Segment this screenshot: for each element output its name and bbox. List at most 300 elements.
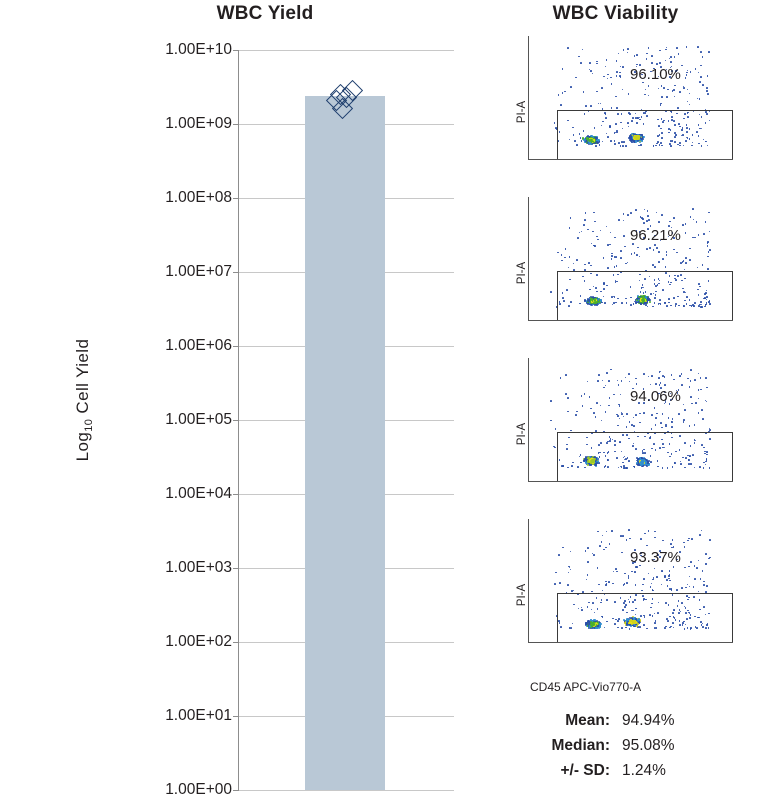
scatter-event xyxy=(700,65,702,67)
y-axis-label-pi-a: PI-A xyxy=(516,261,528,285)
scatter-event xyxy=(676,252,678,254)
scatter-event xyxy=(698,591,700,593)
scatter-event xyxy=(603,76,605,78)
scatter-event xyxy=(674,96,676,98)
scatter-event xyxy=(606,372,608,374)
flow-plot-3 xyxy=(500,358,748,510)
flow-x-tick-mark xyxy=(600,481,601,482)
y-axis-tick xyxy=(233,494,239,495)
scatter-event xyxy=(594,221,596,223)
scatter-event xyxy=(559,582,561,584)
scatter-event xyxy=(684,269,686,271)
scatter-event xyxy=(650,384,652,386)
scatter-event xyxy=(700,578,702,580)
y-axis-label-pi-a: PI-A xyxy=(516,100,528,124)
scatter-event xyxy=(705,553,707,555)
scatter-event xyxy=(689,425,691,427)
scatter-event xyxy=(680,262,682,264)
flow-y-tick-mark xyxy=(528,204,529,205)
y-axis-tick xyxy=(233,346,239,347)
scatter-event xyxy=(605,66,607,68)
y-axis-tick-label: 1.00E+02 xyxy=(165,633,232,650)
flow-x-tick-mark xyxy=(553,481,554,482)
scatter-event xyxy=(588,262,590,264)
scatter-event xyxy=(694,565,696,567)
scatter-event xyxy=(644,533,646,535)
scatter-event xyxy=(648,85,650,87)
scatter-event xyxy=(587,561,589,563)
flow-y-tick-mark xyxy=(528,365,529,366)
scatter-event xyxy=(686,72,688,74)
scatter-event xyxy=(707,245,709,247)
y-axis-tick xyxy=(233,716,239,717)
scatter-event xyxy=(595,416,597,418)
scatter-event xyxy=(621,552,623,554)
scatter-event xyxy=(685,223,687,225)
scatter-event xyxy=(601,420,603,422)
scatter-event xyxy=(687,378,689,380)
scatter-event xyxy=(648,219,650,221)
scatter-event xyxy=(626,426,628,428)
scatter-event xyxy=(701,409,703,411)
flow-x-tick-mark xyxy=(720,642,721,643)
flow-y-tick-mark xyxy=(528,43,529,44)
scatter-event xyxy=(654,266,656,268)
scatter-event xyxy=(646,248,648,250)
scatter-event xyxy=(619,405,621,407)
scatter-event xyxy=(602,535,604,537)
scatter-event xyxy=(703,581,705,583)
scatter-event xyxy=(678,53,680,55)
scatter-event xyxy=(671,547,673,549)
scatter-event xyxy=(666,251,668,253)
scatter-event xyxy=(620,394,622,396)
scatter-event xyxy=(706,90,708,92)
flow-y-tick-mark xyxy=(528,526,529,527)
scatter-event xyxy=(706,387,708,389)
scatter-event xyxy=(656,576,658,578)
scatter-event xyxy=(636,64,638,66)
scatter-event xyxy=(562,92,564,94)
scatter-event xyxy=(601,87,603,89)
scatter-event xyxy=(557,252,559,254)
scatter-event xyxy=(583,91,585,93)
scatter-event xyxy=(578,56,580,58)
scatter-plot-area xyxy=(528,36,733,160)
gate-rectangle[interactable] xyxy=(557,271,733,321)
flow-y-tick-mark xyxy=(528,153,529,154)
scatter-event xyxy=(624,573,626,575)
flow-x-tick-mark xyxy=(657,481,658,482)
scatter-event xyxy=(689,104,691,106)
y-axis-tick xyxy=(233,124,239,125)
y-axis-tick-label: 1.00E+06 xyxy=(165,337,232,354)
scatter-event xyxy=(554,122,556,124)
flow-y-tick-mark xyxy=(528,304,529,305)
scatter-event xyxy=(598,374,600,376)
scatter-event xyxy=(589,396,591,398)
scatter-event xyxy=(631,424,633,426)
scatter-event xyxy=(603,387,605,389)
gridline xyxy=(239,790,454,791)
scatter-event xyxy=(685,587,687,589)
scatter-event xyxy=(666,254,668,256)
scatter-event xyxy=(591,591,593,593)
scatter-event xyxy=(603,549,605,551)
scatter-event xyxy=(575,414,577,416)
scatter-event xyxy=(623,584,625,586)
scatter-event xyxy=(651,428,653,430)
scatter-event xyxy=(627,214,629,216)
scatter-event xyxy=(600,405,602,407)
gate-percentage-label: 94.06% xyxy=(630,388,681,405)
scatter-event xyxy=(606,531,608,533)
scatter-event xyxy=(596,236,598,238)
flow-y-tick-mark xyxy=(528,314,529,315)
scatter-event xyxy=(658,251,660,253)
flow-x-tick-mark xyxy=(565,642,566,643)
scatter-event xyxy=(683,404,685,406)
scatter-event xyxy=(640,538,642,540)
scatter-event xyxy=(685,257,687,259)
scatter-event xyxy=(623,416,625,418)
scatter-event xyxy=(589,62,591,64)
scatter-event xyxy=(628,577,630,579)
scatter-event xyxy=(647,210,649,212)
scatter-event xyxy=(698,234,700,236)
scatter-event xyxy=(615,96,617,98)
scatter-event xyxy=(608,405,610,407)
scatter-event xyxy=(683,260,685,262)
scatter-event xyxy=(673,89,675,91)
flow-plot-2 xyxy=(500,197,748,349)
scatter-event xyxy=(568,267,570,269)
scatter-event xyxy=(707,93,709,95)
scatter-event xyxy=(656,63,658,65)
scatter-event xyxy=(564,91,566,93)
scatter-event xyxy=(608,380,610,382)
scatter-event xyxy=(558,94,560,96)
scatter-event xyxy=(671,426,673,428)
page-title-wbc-viability: WBC Viability xyxy=(552,3,679,24)
scatter-event xyxy=(697,46,699,48)
scatter-event xyxy=(611,83,613,85)
scatter-event xyxy=(663,87,665,89)
scatter-event xyxy=(706,401,708,403)
flow-y-tick-mark xyxy=(528,396,529,397)
scatter-event xyxy=(691,403,693,405)
flow-x-tick-mark xyxy=(720,320,721,321)
scatter-event xyxy=(575,77,577,79)
scatter-event xyxy=(597,531,599,533)
scatter-event xyxy=(697,267,699,269)
scatter-event xyxy=(700,377,702,379)
scatter-event xyxy=(654,531,656,533)
scatter-event xyxy=(607,74,609,76)
scatter-event xyxy=(666,579,668,581)
scatter-event xyxy=(681,587,683,589)
scatter-event xyxy=(672,418,674,420)
flow-y-tick-mark xyxy=(528,266,529,267)
flow-x-tick-mark xyxy=(657,320,658,321)
scatter-event xyxy=(700,51,702,53)
y-axis-label-prefix: Log xyxy=(72,431,92,462)
y-axis-tick xyxy=(233,790,239,791)
scatter-event xyxy=(662,258,664,260)
scatter-event xyxy=(702,84,704,86)
scatter-event xyxy=(705,591,707,593)
scatter-event xyxy=(642,584,644,586)
y-axis-tick-label: 1.00E+09 xyxy=(165,115,232,132)
scatter-event xyxy=(587,574,589,576)
scatter-event xyxy=(674,56,676,58)
scatter-event xyxy=(646,58,648,60)
scatter-event xyxy=(550,291,552,293)
scatter-event xyxy=(564,257,566,259)
scatter-event xyxy=(673,379,675,381)
scatter-event xyxy=(689,586,691,588)
flow-y-tick-mark xyxy=(528,143,529,144)
scatter-event xyxy=(634,55,636,57)
scatter-event xyxy=(676,47,678,49)
scatter-event xyxy=(627,48,629,50)
scatter-event xyxy=(649,247,651,249)
scatter-event xyxy=(687,101,689,103)
scatter-event xyxy=(658,88,660,90)
scatter-event xyxy=(673,566,675,568)
scatter-event xyxy=(683,421,685,423)
scatter-event xyxy=(571,590,573,592)
scatter-event xyxy=(586,579,588,581)
flow-x-tick-mark xyxy=(600,320,601,321)
flow-y-tick-mark xyxy=(528,133,529,134)
scatter-event xyxy=(611,107,613,109)
flow-x-tick-mark xyxy=(600,159,601,160)
scatter-event xyxy=(659,384,661,386)
flow-x-tick-mark xyxy=(565,320,566,321)
scatter-event xyxy=(671,374,673,376)
scatter-event xyxy=(633,425,635,427)
scatter-event xyxy=(689,386,691,388)
scatter-event xyxy=(653,577,655,579)
scatter-event xyxy=(661,584,663,586)
scatter-event xyxy=(595,430,597,432)
scatter-event xyxy=(593,554,595,556)
scatter-event xyxy=(707,268,709,270)
y-axis-tick-label: 1.00E+04 xyxy=(165,485,232,502)
scatter-event xyxy=(585,550,587,552)
flow-x-tick-mark xyxy=(720,481,721,482)
bar-wbc-yield xyxy=(305,96,385,790)
scatter-event xyxy=(623,213,625,215)
scatter-event xyxy=(646,53,648,55)
scatter-event xyxy=(615,568,617,570)
scatter-event xyxy=(626,413,628,415)
wbc-viability-panel xyxy=(470,0,761,800)
scatter-event xyxy=(610,77,612,79)
scatter-plot-area xyxy=(528,197,733,321)
scatter-event xyxy=(644,94,646,96)
scatter-event xyxy=(689,259,691,261)
scatter-event xyxy=(687,584,689,586)
scatter-event xyxy=(608,581,610,583)
flow-y-tick-mark xyxy=(528,455,529,456)
scatter-event xyxy=(683,87,685,89)
scatter-event xyxy=(689,93,691,95)
scatter-event xyxy=(583,224,585,226)
scatter-event xyxy=(706,87,708,89)
scatter-event xyxy=(651,583,653,585)
gridline xyxy=(239,50,454,51)
scatter-event xyxy=(699,98,701,100)
scatter-event xyxy=(696,221,698,223)
scatter-event xyxy=(660,382,662,384)
scatter-event xyxy=(698,560,700,562)
flow-y-tick-mark xyxy=(528,588,529,589)
scatter-event xyxy=(590,265,592,267)
scatter-event xyxy=(629,381,631,383)
scatter-event xyxy=(605,411,607,413)
scatter-event xyxy=(689,576,691,578)
scatter-event xyxy=(669,221,671,223)
y-axis-tick-label: 1.00E+00 xyxy=(165,781,232,798)
scatter-event xyxy=(651,375,653,377)
plot-area-wbc-yield xyxy=(238,50,454,790)
scatter-event xyxy=(605,547,607,549)
scatter-event xyxy=(702,56,704,58)
scatter-event xyxy=(656,212,658,214)
scatter-event xyxy=(688,538,690,540)
y-axis-label-pi-a: PI-A xyxy=(516,583,528,607)
scatter-event xyxy=(562,68,564,70)
scatter-event xyxy=(634,252,636,254)
scatter-event xyxy=(681,373,683,375)
scatter-event xyxy=(689,248,691,250)
scatter-event xyxy=(643,412,645,414)
scatter-event xyxy=(681,384,683,386)
y-axis-tick-label: 1.00E+03 xyxy=(165,559,232,576)
scatter-event xyxy=(569,227,571,229)
scatter-event xyxy=(567,397,569,399)
scatter-event xyxy=(686,74,688,76)
scatter-event xyxy=(567,411,569,413)
scatter-event xyxy=(690,369,692,371)
scatter-event xyxy=(690,71,692,73)
y-axis-tick-label: 1.00E+10 xyxy=(165,41,232,58)
scatter-event xyxy=(560,377,562,379)
scatter-event xyxy=(703,233,705,235)
scatter-event xyxy=(565,393,567,395)
scatter-event xyxy=(694,424,696,426)
scatter-event xyxy=(628,93,630,95)
y-axis-tick-label: 1.00E+08 xyxy=(165,189,232,206)
scatter-event xyxy=(611,253,613,255)
flow-x-tick-mark xyxy=(657,159,658,160)
page-title-wbc-yield: WBC Yield xyxy=(216,3,314,24)
scatter-event xyxy=(581,395,583,397)
scatter-event xyxy=(690,216,692,218)
y-axis-tick xyxy=(233,420,239,421)
scatter-event xyxy=(641,590,643,592)
scatter-event xyxy=(654,244,656,246)
y-axis-tick xyxy=(233,50,239,51)
scatter-event xyxy=(647,215,649,217)
scatter-event xyxy=(698,72,700,74)
scatter-event xyxy=(696,567,698,569)
flow-x-tick-mark xyxy=(657,642,658,643)
scatter-event xyxy=(636,383,638,385)
flow-x-tick-mark xyxy=(553,320,554,321)
scatter-event xyxy=(706,585,708,587)
scatter-event xyxy=(617,425,619,427)
scatter-event xyxy=(554,583,556,585)
scatter-event xyxy=(616,414,618,416)
scatter-event xyxy=(597,239,599,241)
flow-y-tick-mark xyxy=(528,427,529,428)
scatter-event xyxy=(679,375,681,377)
scatter-event xyxy=(665,49,667,51)
scatter-event xyxy=(702,264,704,266)
scatter-event xyxy=(670,56,672,58)
scatter-event xyxy=(708,251,710,253)
gate-rectangle[interactable] xyxy=(557,432,733,482)
flow-x-tick-mark xyxy=(553,159,554,160)
scatter-event xyxy=(694,578,696,580)
scatter-event xyxy=(558,554,560,556)
scatter-event xyxy=(648,95,650,97)
scatter-event xyxy=(648,530,650,532)
scatter-event xyxy=(597,380,599,382)
scatter-event xyxy=(582,405,584,407)
y-axis-tick-label: 1.00E+07 xyxy=(165,263,232,280)
scatter-event xyxy=(666,96,668,98)
gate-rectangle[interactable] xyxy=(557,110,733,160)
scatter-event xyxy=(665,424,667,426)
scatter-event xyxy=(622,66,624,68)
scatter-event xyxy=(613,571,615,573)
scatter-event xyxy=(655,383,657,385)
scatter-event xyxy=(585,105,587,107)
scatter-event xyxy=(581,231,583,233)
scatter-event xyxy=(609,244,611,246)
scatter-event xyxy=(614,266,616,268)
scatter-event xyxy=(705,221,707,223)
scatter-event xyxy=(616,75,618,77)
scatter-event xyxy=(596,63,598,65)
scatter-event xyxy=(674,85,676,87)
scatter-event xyxy=(645,89,647,91)
scatter-event xyxy=(590,70,592,72)
scatter-event xyxy=(643,578,645,580)
scatter-event xyxy=(560,104,562,106)
scatter-event xyxy=(667,89,669,91)
scatter-event xyxy=(592,231,594,233)
scatter-event xyxy=(617,415,619,417)
scatter-event xyxy=(631,571,633,573)
scatter-event xyxy=(646,545,648,547)
scatter-event xyxy=(593,412,595,414)
scatter-event xyxy=(635,566,637,568)
scatter-event xyxy=(701,530,703,532)
scatter-event xyxy=(618,219,620,221)
scatter-event xyxy=(695,68,697,70)
y-axis-tick xyxy=(233,568,239,569)
scatter-event xyxy=(641,217,643,219)
scatter-event xyxy=(602,590,604,592)
scatter-event xyxy=(635,414,637,416)
scatter-event xyxy=(639,256,641,258)
scatter-event xyxy=(703,584,705,586)
